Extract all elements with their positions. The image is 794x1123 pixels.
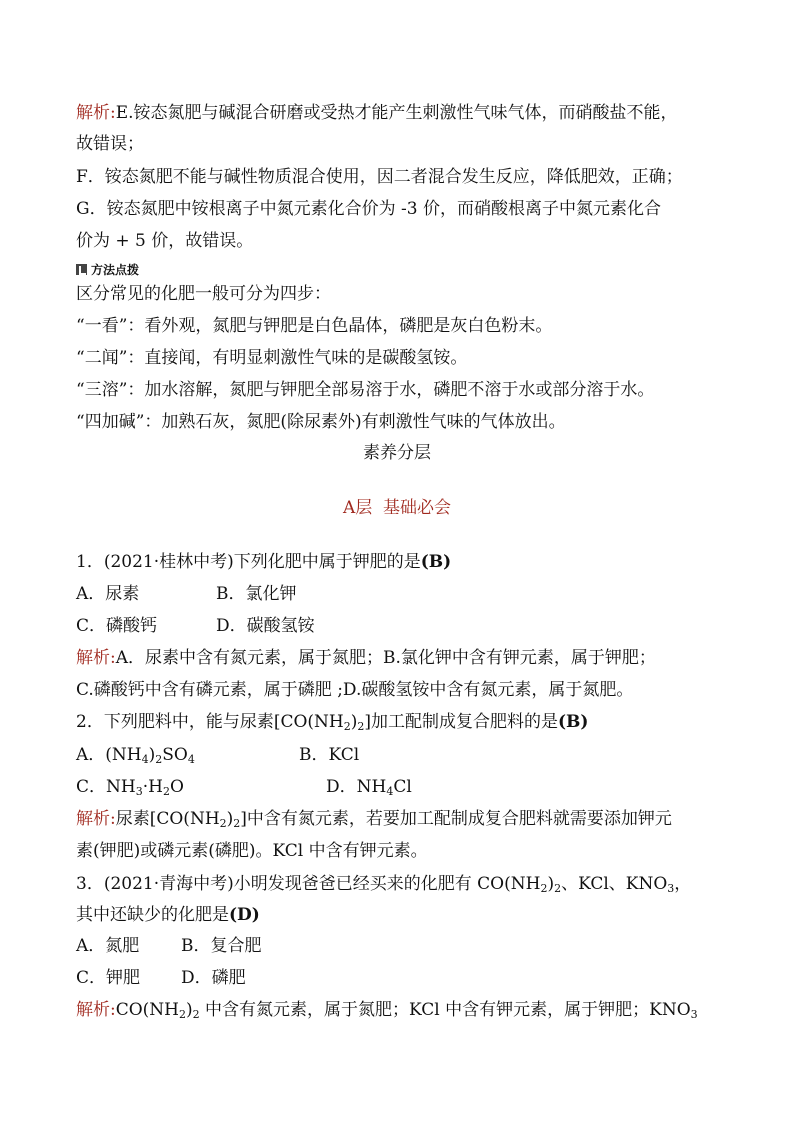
q3-option-b: B．复合肥 bbox=[181, 936, 262, 956]
subscript: 2 bbox=[343, 720, 351, 733]
analysis-label: 解析: bbox=[76, 103, 116, 123]
question-2-stem bbox=[76, 711, 588, 733]
t: 3．(2021·青海中考)小明发现爸爸已经买来的化肥有 CO(NH bbox=[76, 874, 541, 894]
method-tip-heading bbox=[76, 261, 139, 278]
subscript: 2 bbox=[219, 817, 227, 830]
analysis-line-1 bbox=[76, 102, 678, 124]
q2-option-a bbox=[76, 744, 195, 766]
t: C．NH bbox=[76, 777, 136, 797]
t: ) bbox=[148, 745, 156, 765]
q1-option-b: B．氯化钾 bbox=[216, 584, 297, 604]
subscript: 4 bbox=[386, 785, 394, 798]
q2-option-b: B．KCl bbox=[299, 745, 360, 765]
analysis-line-2: 故错误； bbox=[76, 134, 144, 154]
t: ， bbox=[674, 874, 692, 894]
q2-analysis-line-2: 素(钾肥)或磷元素(磷肥)。KCl 中含有钾元素。 bbox=[76, 841, 428, 861]
q2-analysis-line-1 bbox=[76, 808, 672, 830]
subscript: 2 bbox=[233, 817, 241, 830]
method-step-3: “三溶”：加水溶解，氮肥与钾肥全部易溶于水，磷肥不溶于水或部分溶于水。 bbox=[76, 380, 655, 400]
q1-option-c: C．磷酸钙 bbox=[76, 616, 158, 636]
t: ]中含有氮元素，若要加工配制成复合肥料就需要添加钾元 bbox=[240, 809, 672, 829]
subscript: 3 bbox=[135, 785, 143, 798]
method-step-4: “四加碱”：加熟石灰，氮肥(除尿素外)有刺激性气味的气体放出。 bbox=[76, 412, 566, 432]
subscript: 4 bbox=[187, 753, 195, 766]
subscript: 3 bbox=[667, 882, 675, 895]
subscript: 3 bbox=[690, 1008, 698, 1021]
t: ) bbox=[547, 874, 555, 894]
text: A．尿素中含有氮元素，属于氮肥；B.氯化钾中含有钾元素，属于钾肥； bbox=[115, 648, 656, 668]
section-title: 素养分层 bbox=[363, 443, 431, 463]
t: 2．下列肥料中，能与尿素[CO(NH bbox=[76, 712, 344, 732]
question-1-stem bbox=[76, 551, 451, 573]
method-intro: 区分常见的化肥一般可分为四步： bbox=[76, 284, 331, 304]
subscript: 2 bbox=[192, 1008, 200, 1021]
q3-analysis-line-1 bbox=[76, 999, 698, 1021]
analysis-label: 解析: bbox=[76, 648, 116, 668]
subscript: 2 bbox=[162, 785, 170, 798]
subscript: 2 bbox=[155, 753, 163, 766]
analysis-label: 解析: bbox=[76, 809, 116, 829]
t: A．(NH bbox=[76, 745, 142, 765]
t: ) bbox=[186, 1000, 193, 1020]
stem-text: 1．(2021·桂林中考)下列化肥中属于钾肥的是 bbox=[76, 552, 421, 572]
q1-option-a: A．尿素 bbox=[76, 584, 140, 604]
t: ]加工配制成复合肥料的是 bbox=[364, 712, 559, 732]
t: CO(NH bbox=[115, 1000, 180, 1020]
t: ) bbox=[350, 712, 358, 732]
method-step-1: “一看”：看外观，氮肥与钾肥是白色晶体，磷肥是灰白色粉末。 bbox=[76, 316, 553, 336]
t: 、KCl、KNO bbox=[561, 874, 668, 894]
t: SO bbox=[162, 745, 188, 765]
q2-option-d bbox=[326, 776, 412, 798]
q1-analysis-line-1 bbox=[76, 647, 656, 669]
method-title: 方法点拨 bbox=[91, 263, 140, 277]
analysis-line-5: 价为 + 5 价，故错误。 bbox=[76, 231, 254, 251]
answer: (B) bbox=[420, 552, 452, 572]
subscript: 2 bbox=[540, 882, 548, 895]
subscript: 2 bbox=[554, 882, 562, 895]
t: O bbox=[169, 777, 184, 797]
t: Cl bbox=[393, 777, 412, 797]
analysis-line-4: G．铵态氮肥中铵根离子中氮元素化合价为 -3 价，而硝酸根离子中氮元素化合 bbox=[76, 199, 661, 219]
q3-option-d: D．磷肥 bbox=[181, 968, 246, 988]
q2-option-c bbox=[76, 776, 184, 798]
question-3-stem-line-2 bbox=[76, 904, 260, 926]
q1-analysis-line-2: C.磷酸钙中含有磷元素，属于磷肥 ;D.碳酸氢铵中含有氮元素，属于氮肥。 bbox=[76, 680, 634, 700]
text: E.铵态氮肥与碱混合研磨或受热才能产生刺激性气味气体，而硝酸盐不能， bbox=[115, 103, 678, 123]
t: 其中还缺少的化肥是 bbox=[76, 905, 229, 925]
answer: (D) bbox=[229, 905, 260, 925]
q3-option-c: C．钾肥 bbox=[76, 968, 141, 988]
analysis-label: 解析: bbox=[76, 1000, 116, 1020]
q1-option-d: D．碳酸氢铵 bbox=[216, 616, 315, 636]
tip-icon bbox=[76, 264, 87, 275]
q3-option-a: A．氮肥 bbox=[76, 936, 140, 956]
answer: (B) bbox=[558, 712, 589, 732]
question-3-stem bbox=[76, 873, 691, 895]
t: D．NH bbox=[326, 777, 387, 797]
subscript: 2 bbox=[179, 1008, 187, 1021]
t: ) bbox=[226, 809, 234, 829]
subscript: 2 bbox=[357, 720, 365, 733]
t: 中含有氮元素，属于氮肥；KCl 中含有钾元素，属于钾肥；KNO bbox=[199, 1000, 691, 1020]
level-title: A层 基础必会 bbox=[342, 498, 452, 518]
t: 尿素[CO(NH bbox=[115, 809, 220, 829]
t: ·H bbox=[142, 777, 163, 797]
method-step-2: “二闻”：直接闻，有明显刺激性气味的是碳酸氢铵。 bbox=[76, 348, 468, 368]
analysis-line-3: F．铵态氮肥不能与碱性物质混合使用，因二者混合发生反应，降低肥效，正确； bbox=[76, 167, 683, 187]
subscript: 4 bbox=[141, 753, 149, 766]
